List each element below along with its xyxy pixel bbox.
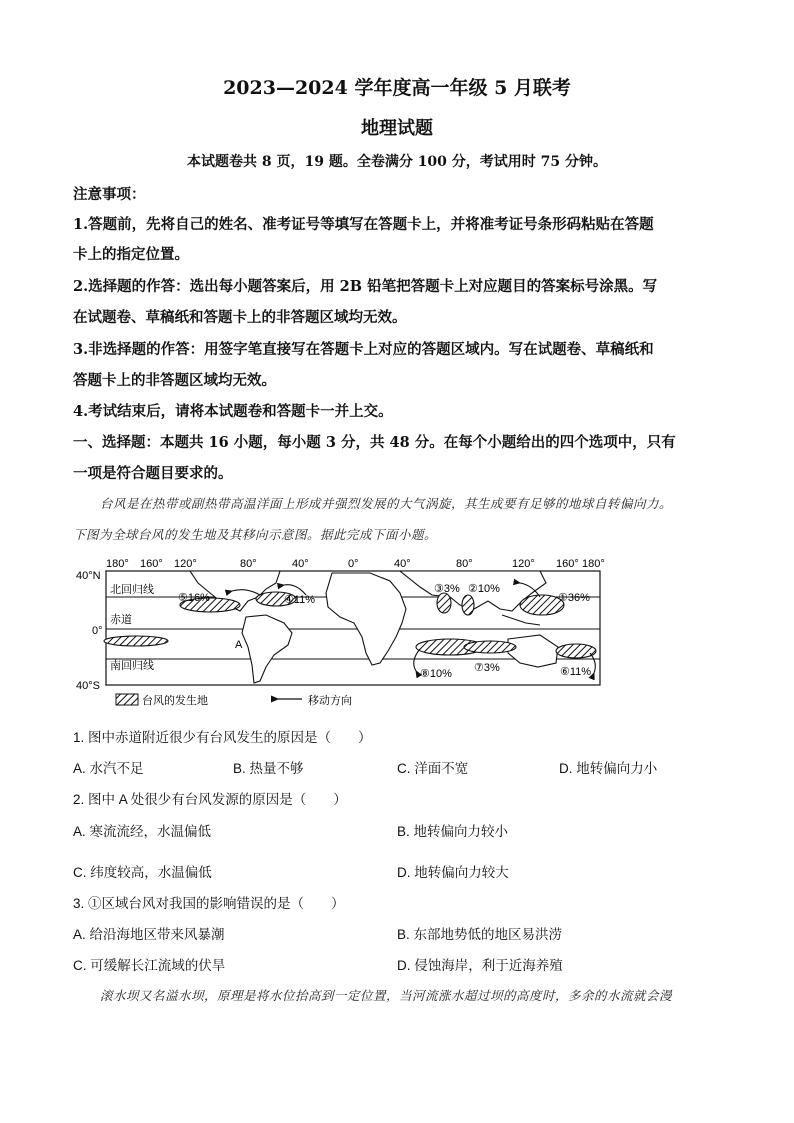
typhoon-origin-region-7	[464, 641, 516, 653]
option-a: A. 寒流流经，水温偏低	[73, 824, 212, 839]
notice-line: 1.答题前，先将自己的姓名、准考证号等填写在答题卡上，并将准考证号条形码粘贴在答题	[73, 216, 654, 233]
tropic-of-capricorn-label: 南回归线	[110, 660, 154, 672]
region-label: ⑧10%	[420, 668, 452, 680]
option-d: D. 地转偏向力小	[559, 761, 658, 776]
lon-label: 80°	[456, 558, 473, 570]
africa-landmass	[326, 573, 406, 665]
typhoon-origin-region-west-pacific-south	[104, 636, 168, 646]
passage-line: 滚水坝又名溢水坝，原理是将水位抬高到一定位置，当河流涨水超过坝的高度时，多余的水流就会漫	[100, 988, 673, 1003]
lon-label: 160°	[556, 558, 579, 570]
lon-label: 40°	[394, 558, 411, 570]
typhoon-origin-region-2	[462, 595, 474, 615]
region-label: ③3%	[434, 583, 460, 595]
option-c: C. 纬度较高，水温偏低	[73, 865, 212, 880]
region-label: ⑤16%	[178, 592, 210, 604]
lon-label: 180°	[106, 558, 129, 570]
notice-line: 3.非选择题的作答：用签字笔直接写在答题卡上对应的答题区域内。写在试题卷、草稿纸和	[73, 341, 654, 358]
notice-line: 4.考试结束后，请将本试题卷和答题卡一并上交。	[73, 403, 393, 420]
notice-line: 卡上的指定位置。	[73, 246, 189, 263]
option-b: B. 东部地势低的地区易洪涝	[397, 927, 563, 942]
typhoon-origin-region-6	[556, 644, 596, 658]
option-c: C. 可缓解长江流域的伏旱	[73, 958, 226, 973]
subject-title: 地理试题	[361, 118, 433, 139]
legend-origin-label: 台风的发生地	[142, 695, 208, 707]
lon-label: 180°	[582, 558, 605, 570]
option-b: B. 地转偏向力较小	[397, 824, 509, 839]
notice-line: 2.选择题的作答：选出每小题答案后，用 2B 铅笔把答题卡上对应题目的答案标号涂黑。写	[73, 278, 658, 295]
lat-label: 0°	[92, 625, 103, 637]
lon-label: 120°	[512, 558, 535, 570]
lat-label: 40°N	[76, 570, 101, 582]
section-heading-cont: 一项是符合题目要求的。	[73, 465, 233, 482]
exam-title: 2023—2024 学年度高一年级 5 月联考	[223, 77, 571, 99]
region-label: ⑦3%	[474, 662, 500, 674]
legend-direction-label: 移动方向	[308, 695, 352, 707]
lon-label: 80°	[240, 558, 257, 570]
lon-label: 0°	[348, 558, 359, 570]
section-heading: 一、选择题：本题共 16 小题，每小题 3 分，共 48 分。在每个小题给出的四个选项中，只有	[73, 434, 676, 451]
region-label: ②10%	[468, 583, 500, 595]
typhoon-origin-region-3	[437, 593, 451, 613]
australia-landmass	[508, 635, 558, 667]
notice-line: 答题卡上的非答题区域均无效。	[73, 372, 276, 389]
option-b: B. 热量不够	[233, 761, 304, 776]
typhoon-map	[70, 553, 610, 713]
lon-label: 40°	[292, 558, 309, 570]
option-c: C. 洋面不宽	[397, 761, 469, 776]
option-a: A. 水汽不足	[73, 761, 144, 776]
lon-label: 160°	[140, 558, 163, 570]
notice-line: 在试题卷、草稿纸和答题卡上的非答题区域均无效。	[73, 309, 407, 326]
region-label: ⑥11%	[560, 666, 592, 678]
point-a-label: A	[235, 639, 243, 651]
passage-line: 台风是在热带或副热带高温洋面上形成并强烈发展的大气涡旋，其生成要有足够的地球自转偏向力。	[100, 496, 673, 511]
tropic-of-cancer-label: 北回归线	[110, 584, 154, 596]
region-label: ①36%	[558, 592, 590, 604]
passage-line: 下图为全球台风的发生地及其移向示意图。据此完成下面小题。	[73, 527, 438, 542]
notice-heading: 注意事项：	[73, 186, 146, 203]
south-america-landmass	[242, 615, 292, 683]
region-label: ④11%	[284, 594, 316, 606]
question-stem: 1. 图中赤道附近很少有台风发生的原因是（ ）	[73, 730, 372, 745]
option-d: D. 地转偏向力较大	[397, 865, 509, 880]
option-a: A. 给沿海地区带来风暴潮	[73, 927, 225, 942]
equator-label: 赤道	[110, 614, 132, 626]
question-stem: 3. ①区域台风对我国的影响错误的是（ ）	[73, 896, 345, 911]
exam-intro: 本试题卷共 8 页，19 题。全卷满分 100 分，考试用时 75 分钟。	[186, 154, 608, 170]
legend-hatch-swatch	[116, 694, 138, 705]
lat-label: 40°S	[76, 680, 100, 692]
question-stem: 2. 图中 A 处很少有台风发源的原因是（ ）	[73, 792, 347, 807]
option-d: D. 侵蚀海岸，利于近海养殖	[397, 958, 563, 973]
lon-label: 120°	[174, 558, 197, 570]
island-chain	[502, 615, 540, 625]
